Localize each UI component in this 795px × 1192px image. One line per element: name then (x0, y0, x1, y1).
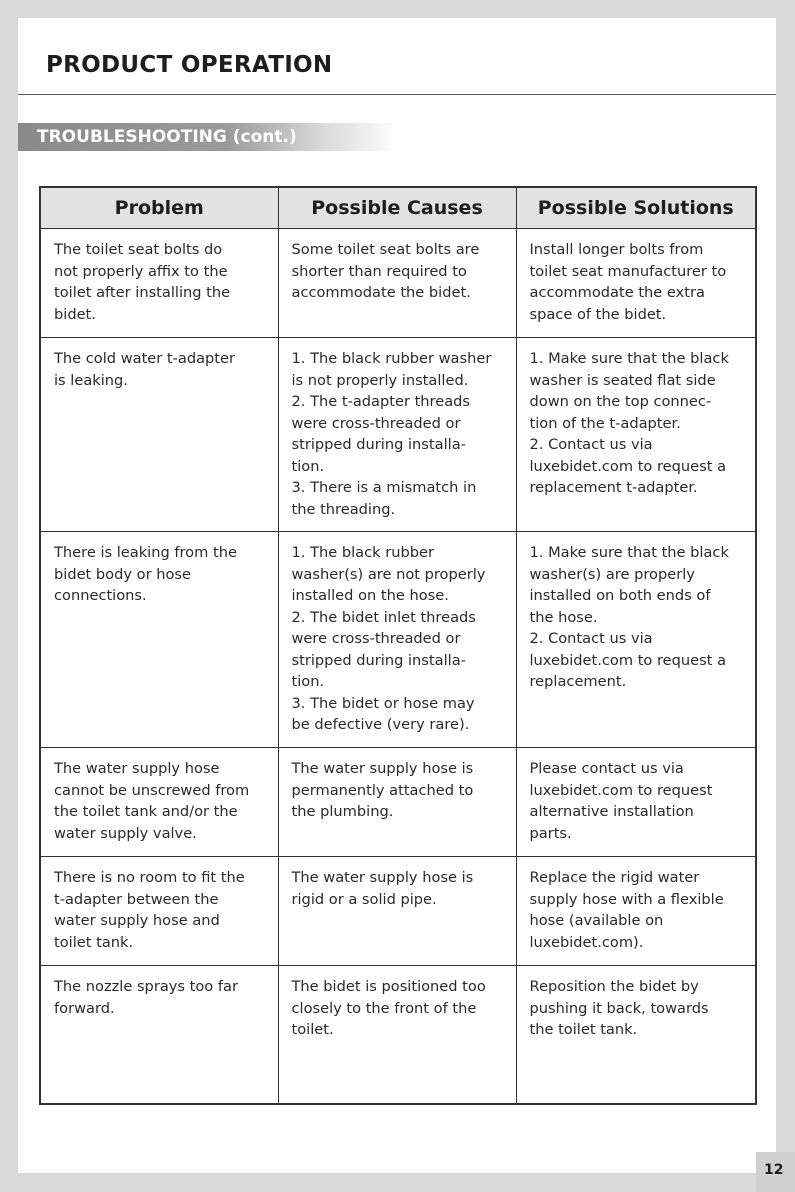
cell-text-line: tion of the t-adapter. (529, 414, 681, 432)
cell-text-line: 1. Make sure that the black (529, 544, 729, 561)
problem-cell (40, 966, 278, 1104)
column-header-causes: Possible Causes (278, 187, 516, 229)
column-header-problem: Problem (40, 187, 278, 229)
cell-text-line: The bidet is positioned too (291, 978, 486, 995)
cell-text-line: water supply valve. (54, 824, 197, 842)
solutions-cell (516, 229, 756, 338)
cell-text-line: accommodate the bidet. (291, 284, 471, 301)
causes-cell (278, 532, 516, 748)
problem-cell (40, 532, 278, 748)
solutions-cell (516, 966, 756, 1104)
table-row (40, 532, 756, 748)
cell-text-line: Install longer bolts from (529, 241, 704, 258)
cell-text-line: toilet seat manufacturer to (529, 262, 727, 280)
cell-text-line: were cross-threaded or (291, 414, 461, 432)
cell-text-line: down on the top connec- (529, 393, 712, 410)
cell-text-line: is not properly installed. (291, 371, 469, 389)
causes-cell (278, 857, 516, 966)
cell-text-line: The toilet seat bolts do (54, 241, 223, 258)
cell-text-line: installed on the hose. (291, 587, 449, 604)
cell-text-line: 1. Make sure that the black (529, 350, 729, 367)
page-number: 12 (764, 1162, 784, 1178)
solutions-cell (516, 857, 756, 966)
cell-text-line: washer is seated flat side (529, 371, 716, 389)
solutions-cell (516, 532, 756, 748)
causes-cell (278, 748, 516, 857)
cell-text-line: water supply hose and (54, 912, 220, 929)
cell-text-line: luxebidet.com to request a (529, 457, 727, 475)
cell-text-line: 2. The t-adapter threads (291, 393, 471, 410)
cell-text-line: 2. Contact us via (529, 436, 653, 453)
cell-text-line: 1. The black rubber washer (291, 350, 492, 367)
cell-text-line: permanently attached to (291, 781, 474, 799)
cell-text-line: The cold water t-adapter (54, 350, 236, 367)
table-row (40, 748, 756, 857)
section-banner (18, 123, 398, 151)
table-row (40, 966, 756, 1104)
cell-text-line: toilet after installing the (54, 284, 231, 301)
cell-text-line: the toilet tank and/or the (54, 803, 238, 820)
section-title: TROUBLESHOOTING (cont.) (37, 127, 297, 147)
cell-text-line: supply hose with a flexible (529, 890, 724, 908)
cell-text-line: 2. The bidet inlet threads (291, 608, 476, 626)
cell-text-line: stripped during installa- (291, 651, 466, 669)
cell-text-line: There is no room to fit the (54, 869, 245, 886)
cell-text-line: 2. Contact us via (529, 630, 653, 647)
table-header-row (40, 187, 756, 229)
column-header-solutions: Possible Solutions (516, 187, 756, 229)
cell-text-line: Some toilet seat bolts are (291, 241, 480, 258)
cell-text-line: forward. (54, 999, 115, 1017)
cell-text-line: the threading. (291, 500, 396, 518)
problem-cell (40, 338, 278, 532)
solutions-cell (516, 338, 756, 532)
manual-page (18, 18, 776, 1173)
cell-text-line: washer(s) are properly (529, 565, 695, 583)
cell-text-line: the toilet tank. (529, 1021, 638, 1038)
cell-text-line: replacement. (529, 673, 627, 690)
cell-text-line: be defective (very rare). (291, 716, 470, 733)
table-row (40, 338, 756, 532)
cell-text-line: The water supply hose (54, 760, 220, 777)
title-divider (18, 94, 776, 95)
cell-text-line: bidet. (54, 305, 96, 323)
cell-text-line: installed on both ends of (529, 587, 711, 604)
cell-text-line: replacement t-adapter. (529, 479, 698, 496)
cell-text-line: connections. (54, 587, 147, 604)
cell-text-line: alternative installation (529, 803, 694, 820)
table-body (40, 229, 756, 1104)
cell-text-line: were cross-threaded or (291, 630, 461, 647)
cell-text-line: 3. The bidet or hose may (291, 694, 475, 712)
cell-text-line: The nozzle sprays too far (54, 978, 238, 995)
cell-text-line: cannot be unscrewed from (54, 781, 250, 799)
problem-cell (40, 857, 278, 966)
cell-text-line: is leaking. (54, 371, 128, 389)
cell-text-line: The water supply hose is (291, 760, 474, 777)
cell-text-line: toilet. (291, 1021, 334, 1038)
cell-text-line: rigid or a solid pipe. (291, 890, 437, 908)
causes-cell (278, 338, 516, 532)
cell-text-line: the plumbing. (291, 803, 394, 820)
cell-text-line: Reposition the bidet by (529, 978, 699, 995)
page-number-tab (756, 1152, 795, 1192)
cell-text-line: There is leaking from the (54, 544, 237, 561)
cell-text-line: Replace the rigid water (529, 869, 700, 886)
cell-text-line: pushing it back, towards (529, 999, 709, 1017)
page-title: PRODUCT OPERATION (46, 52, 333, 78)
cell-text-line: 3. There is a mismatch in (291, 479, 477, 496)
cell-text-line: Please contact us via (529, 760, 684, 777)
table-row (40, 857, 756, 966)
cell-text-line: luxebidet.com to request a (529, 651, 727, 669)
troubleshooting-table (39, 186, 757, 1105)
problem-cell (40, 229, 278, 338)
cell-text-line: shorter than required to (291, 262, 467, 280)
problem-cell (40, 748, 278, 857)
cell-text-line: The water supply hose is (291, 869, 474, 886)
cell-text-line: tion. (291, 673, 325, 690)
causes-cell (278, 966, 516, 1104)
cell-text-line: space of the bidet. (529, 305, 667, 323)
cell-text-line: 1. The black rubber (291, 544, 434, 561)
cell-text-line: toilet tank. (54, 933, 134, 951)
cell-text-line: luxebidet.com). (529, 933, 644, 951)
cell-text-line: hose (available on (529, 912, 664, 929)
cell-text-line: bidet body or hose (54, 565, 191, 583)
cell-text-line: tion. (291, 457, 325, 475)
cell-text-line: stripped during installa- (291, 436, 466, 453)
cell-text-line: closely to the front of the (291, 999, 477, 1017)
cell-text-line: not properly affix to the (54, 262, 228, 280)
causes-cell (278, 229, 516, 338)
cell-text-line: t-adapter between the (54, 890, 219, 908)
cell-text-line: the hose. (529, 608, 598, 626)
cell-text-line: parts. (529, 824, 572, 842)
table-row (40, 229, 756, 338)
cell-text-line: washer(s) are not properly (291, 565, 486, 583)
solutions-cell (516, 748, 756, 857)
cell-text-line: accommodate the extra (529, 284, 705, 301)
cell-text-line: luxebidet.com to request (529, 781, 713, 799)
